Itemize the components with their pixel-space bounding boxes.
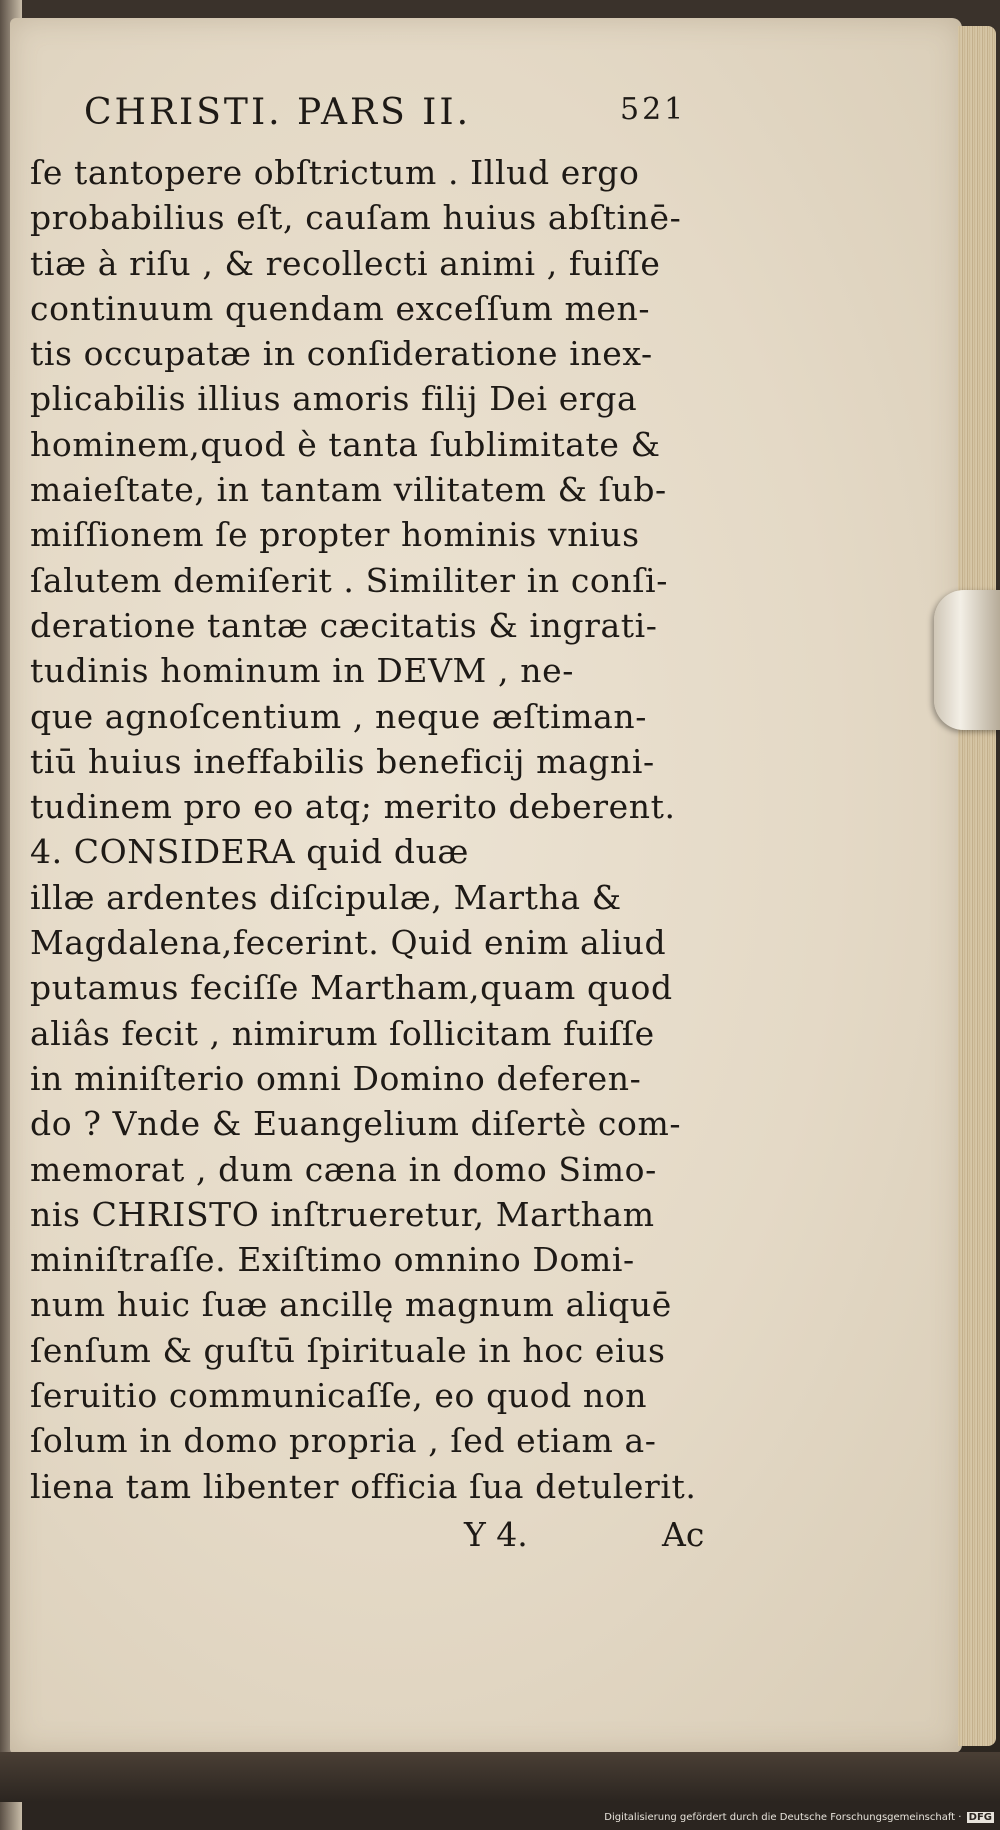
text-line: hominem,quod è tanta ſublimitate &	[30, 424, 661, 464]
text-line: maieſtate, in tantam vilitatem & ſub-	[30, 470, 667, 510]
text-line: putamus feciſſe Martham,quam quod	[30, 968, 673, 1008]
text-line: tiū huius ineffabilis beneficij magni-	[30, 741, 655, 781]
text-block	[30, 92, 730, 1565]
text-line: 4. CONSIDERA quid duæ	[30, 832, 470, 872]
signature-mark: Y 4.	[464, 1514, 528, 1554]
text-line: ſenſum & guſtū ſpirituale in hoc eius	[30, 1330, 666, 1370]
text-line: continuum quendam exceſſum men-	[30, 288, 651, 328]
text-line: tudinem pro eo atq; merito deberent.	[30, 787, 676, 827]
text-line: miniſtraſſe. Exiſtimo omnino Domi-	[30, 1240, 635, 1280]
bottom-shadow	[0, 1752, 1000, 1802]
text-line: memorat , dum cæna in domo Simo-	[30, 1149, 657, 1189]
credit-text: Digitalisierung gefördert durch die Deutsche Forschungsgemeinschaft ·	[604, 1812, 962, 1823]
page-footer	[30, 1515, 730, 1565]
text-line: liena tam libenter officia ſua detulerit.	[30, 1466, 697, 1506]
text-line: deratione tantæ cæcitatis & ingrati-	[30, 605, 658, 645]
text-line: in miniſterio omni Domino deferen-	[30, 1058, 642, 1098]
text-line: tiæ à riſu , & recollecti animi , fuiſſe	[30, 243, 661, 283]
body-text	[30, 150, 730, 1509]
text-line: num huic ſuæ ancillę magnum aliquē	[30, 1285, 672, 1325]
text-line: plicabilis illius amoris filij Dei erga	[30, 379, 638, 419]
text-line: ſalutem demiſerit . Similiter in conſi-	[30, 560, 668, 600]
dfg-logo: DFG	[968, 1812, 992, 1823]
digitization-credit	[604, 1812, 994, 1823]
text-line: nis CHRISTO inſtrueretur, Martham	[30, 1194, 655, 1234]
text-line: ſeruitio communicaſſe, eo quod non	[30, 1376, 648, 1416]
page-edges	[958, 26, 996, 1746]
page-number: 521	[620, 92, 687, 127]
text-line: probabilius eſt, cauſam huius abſtinē-	[30, 198, 682, 238]
page-header	[30, 92, 730, 150]
text-line: do ? Vnde & Euangelium diſertè com-	[30, 1104, 682, 1144]
text-line: que agnoſcentium , neque æſtiman-	[30, 696, 648, 736]
text-line: tis occupatæ in conſideratione inex-	[30, 334, 653, 374]
text-line: ſe tantopere obſtrictum . Illud ergo	[30, 153, 640, 192]
text-line: Magdalena,fecerint. Quid enim aliud	[30, 923, 667, 963]
text-line: aliâs fecit , nimirum ſollicitam fuiſſe	[30, 1013, 655, 1053]
text-line: tudinis hominum in DEVM , ne-	[30, 651, 574, 691]
text-line: miſſionem ſe propter hominis vnius	[30, 515, 640, 555]
text-line: illæ ardentes diſcipulæ, Martha &	[30, 877, 622, 917]
book-clasp	[934, 590, 1000, 730]
text-line: ſolum in domo propria , ſed etiam a-	[30, 1421, 657, 1461]
running-title: CHRISTI. PARS II.	[84, 92, 472, 133]
catchword: Ac	[662, 1514, 705, 1554]
